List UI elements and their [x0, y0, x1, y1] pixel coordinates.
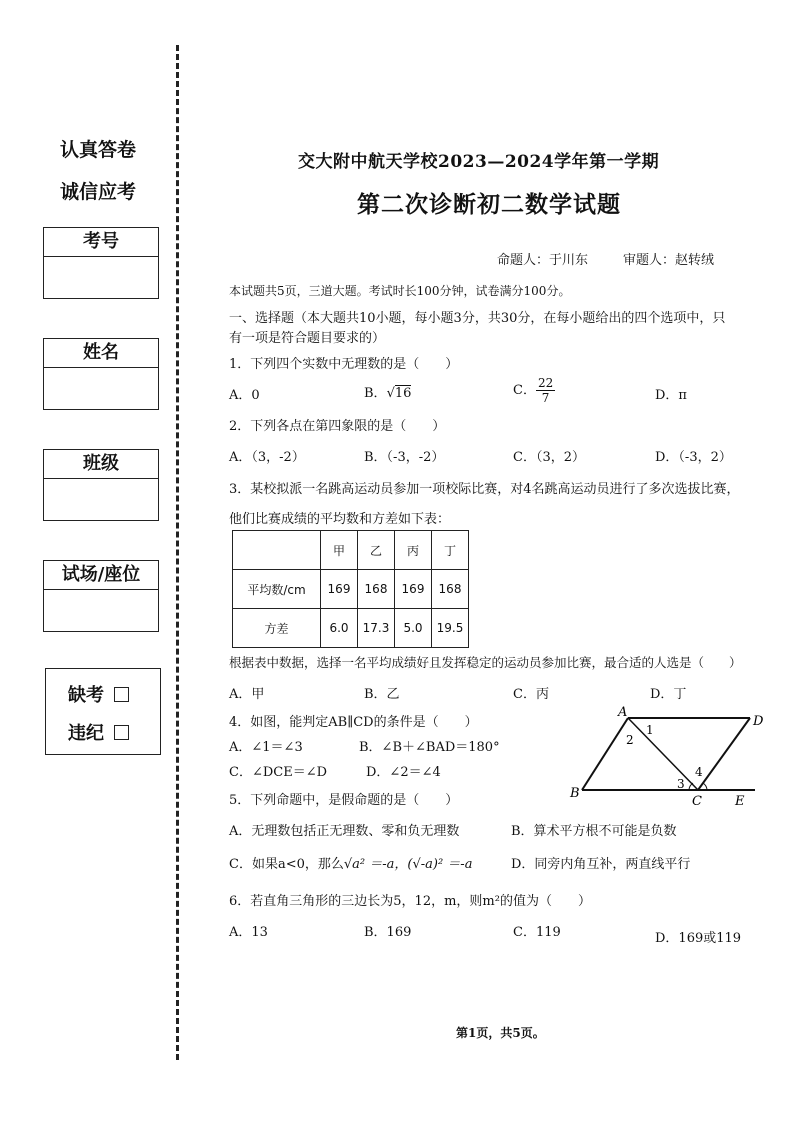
segment-ac — [628, 718, 698, 790]
seat-box[interactable] — [43, 560, 159, 632]
q1-option-a[interactable]: A．0 — [229, 388, 260, 403]
q4-option-b[interactable]: B．∠B＋∠BAD＝180° — [359, 740, 500, 755]
angle-4-label: 4 — [695, 765, 703, 779]
violation-checkbox[interactable] — [114, 725, 129, 740]
seat-label: 试场/座位 — [44, 561, 158, 590]
q1-stem: 1．下列四个实数中无理数的是（ ） — [229, 357, 459, 372]
attendance-box — [45, 668, 161, 755]
point-c-label: C — [692, 794, 702, 809]
q1-b-radicand: 16 — [394, 386, 412, 401]
geometry-figure — [560, 700, 782, 810]
q1-c-fraction — [536, 376, 555, 405]
motto-honest: 认真答卷 — [60, 139, 137, 161]
score-table — [232, 530, 469, 648]
table-cell: 19.5 — [432, 609, 469, 648]
segment-dc — [698, 718, 750, 790]
q2-option-d[interactable]: D．（-3，2） — [655, 450, 732, 465]
table-cell: 方差 — [233, 609, 321, 648]
table-cell: 乙 — [358, 531, 395, 570]
q3-line2: 他们比赛成绩的平均数和方差如下表： — [229, 512, 451, 527]
section1-line1: 一、选择题（本大题共10小题，每小题3分，共30分，在每小题给出的四个选项中，只 — [229, 311, 726, 326]
table-cell: 丁 — [432, 531, 469, 570]
angle-1-label: 1 — [646, 723, 654, 737]
angle-3-arc — [689, 783, 693, 790]
q6-option-b[interactable]: B．169 — [364, 925, 412, 940]
table-cell: 平均数/cm — [233, 570, 321, 609]
q2-option-b[interactable]: B．（-3，-2） — [364, 450, 445, 465]
angle-3-label: 3 — [677, 777, 685, 791]
segment-ab — [582, 718, 628, 790]
q5-stem: 5．下列命题中，是假命题的是（ ） — [229, 793, 459, 808]
q1-c-den: 7 — [541, 391, 550, 405]
binding-line — [176, 45, 179, 1060]
violation-item[interactable] — [68, 719, 129, 745]
q3-line1: 3．某校拟派一名跳高运动员参加一项校际比赛，对4名跳高运动员进行了多次选拔比赛， — [229, 482, 740, 497]
table-cell: 6.0 — [321, 609, 358, 648]
violation-label: 违纪 — [68, 723, 104, 744]
table-cell: 169 — [321, 570, 358, 609]
sqrt-symbol: √ — [386, 386, 395, 401]
angle-2-label: 2 — [626, 733, 634, 747]
motto-integrity: 诚信应考 — [60, 181, 137, 203]
q4-stem: 4．如图，能判定AB∥CD的条件是（ ） — [229, 715, 478, 730]
name-box[interactable] — [43, 338, 159, 410]
q5-option-a[interactable]: A．无理数包括正无理数、零和负无理数 — [229, 824, 460, 839]
setter: 命题人：于川东 — [497, 253, 589, 268]
q5-c-text: C．如果a<0，那么 — [229, 857, 344, 872]
q5-c-expr: √a² ＝-a，(√-a)² ＝-a — [343, 857, 473, 872]
point-d-label: D — [753, 714, 764, 729]
q3-option-b[interactable]: B．乙 — [364, 687, 400, 702]
absent-item[interactable] — [68, 681, 129, 707]
q3-line3: 根据表中数据，选择一名平均成绩好且发挥稳定的运动员参加比赛，最合适的人选是（ ） — [229, 655, 742, 670]
q6-option-a[interactable]: A．13 — [229, 925, 268, 940]
q6-stem: 6．若直角三角形的三边长为5，12，m，则m²的值为（ ） — [229, 894, 591, 909]
table-cell: 甲 — [321, 531, 358, 570]
class-label: 班级 — [44, 450, 158, 479]
q6-option-d[interactable]: D．169或119 — [655, 931, 742, 946]
class-box[interactable] — [43, 449, 159, 521]
q2-option-a[interactable]: A．（3，-2） — [229, 450, 305, 465]
intro: 本试题共5页，三道大题。考试时长100分钟，试卷满分100分。 — [229, 284, 571, 298]
q5-option-c[interactable] — [229, 853, 472, 872]
table-row — [233, 531, 469, 570]
q2-stem: 2．下列各点在第四象限的是（ ） — [229, 419, 446, 434]
q4-option-d[interactable]: D．∠2＝∠4 — [366, 765, 441, 780]
exam-title: 交大附中航天学校2023—2024学年第一学期 — [298, 152, 660, 172]
q1-option-d[interactable]: D．π — [655, 388, 687, 403]
q5-option-d[interactable]: D．同旁内角互补，两直线平行 — [511, 857, 691, 872]
point-e-label: E — [735, 794, 745, 809]
point-a-label: A — [618, 705, 628, 720]
q1-b-prefix: B． — [364, 386, 387, 401]
table-row — [233, 609, 469, 648]
table-cell: 168 — [358, 570, 395, 609]
q3-option-d[interactable]: D．丁 — [650, 687, 687, 702]
table-cell: 17.3 — [358, 609, 395, 648]
table-cell: 丙 — [395, 531, 432, 570]
q3-option-c[interactable]: C．丙 — [513, 687, 549, 702]
exam-number-box[interactable] — [43, 227, 159, 299]
exam-number-label: 考号 — [44, 228, 158, 257]
section1-line2: 有一项是符合题目要求的） — [229, 331, 386, 346]
table-cell: 169 — [395, 570, 432, 609]
table-cell: 5.0 — [395, 609, 432, 648]
table-row — [233, 570, 469, 609]
angle-4-arc — [703, 783, 707, 790]
name-label: 姓名 — [44, 339, 158, 368]
point-b-label: B — [570, 786, 580, 801]
q1-option-c[interactable] — [513, 376, 555, 405]
q1-c-num: 22 — [537, 376, 554, 390]
absent-label: 缺考 — [68, 685, 104, 706]
exam-subtitle: 第二次诊断初二数学试题 — [357, 191, 621, 218]
q1-c-prefix: C． — [513, 383, 536, 398]
q5-option-b[interactable]: B．算术平方根不可能是负数 — [511, 824, 677, 839]
absent-checkbox[interactable] — [114, 687, 129, 702]
q2-option-c[interactable]: C．（3，2） — [513, 450, 585, 465]
q4-option-a[interactable]: A．∠1＝∠3 — [229, 740, 303, 755]
q1-option-b[interactable] — [364, 382, 411, 401]
table-cell: 168 — [432, 570, 469, 609]
page-footer: 第1页，共5页。 — [456, 1026, 545, 1040]
reviewer: 审题人：赵转绒 — [623, 253, 715, 268]
table-cell — [233, 531, 321, 570]
q3-option-a[interactable]: A．甲 — [229, 687, 265, 702]
q6-option-c[interactable]: C．119 — [513, 925, 561, 940]
q4-option-c[interactable]: C．∠DCE＝∠D — [229, 765, 328, 780]
